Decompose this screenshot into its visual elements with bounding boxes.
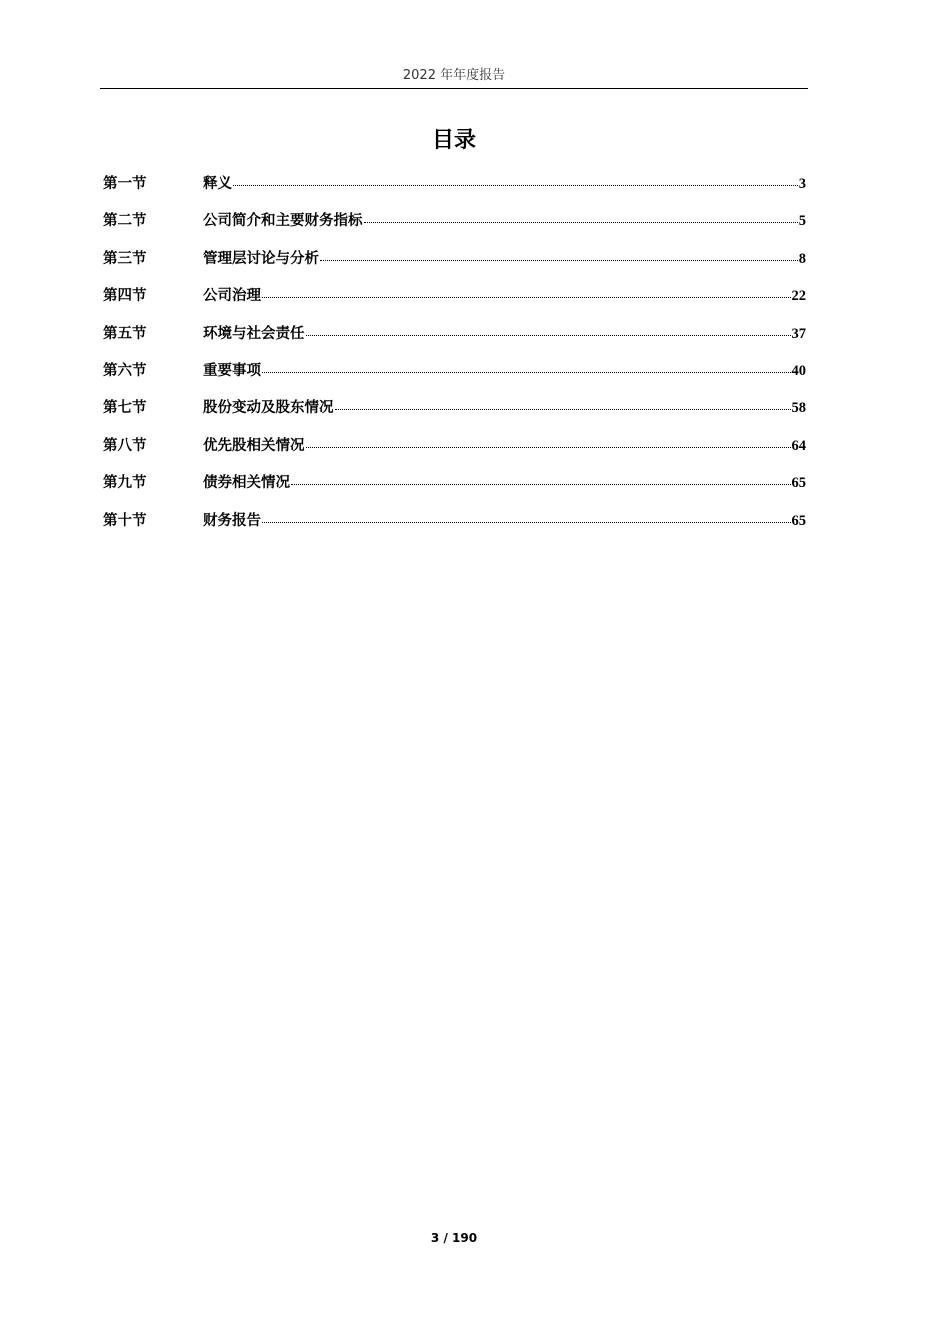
toc-section-title: 环境与社会责任 <box>203 325 305 342</box>
header-divider <box>100 88 808 89</box>
dot-leader <box>335 409 791 410</box>
toc-entry <box>203 396 806 420</box>
toc-entry <box>203 284 806 308</box>
toc-entry <box>203 247 806 271</box>
toc-section-number: 第九节 <box>103 475 147 492</box>
toc-section-title: 重要事项 <box>203 362 261 379</box>
dot-leader <box>364 222 798 223</box>
toc-row-section-4[interactable] <box>103 284 806 321</box>
toc-section-title: 债券相关情况 <box>203 475 290 492</box>
toc-row-section-9[interactable] <box>103 471 806 508</box>
toc-entry <box>203 509 806 533</box>
toc-row-section-8[interactable] <box>103 434 806 471</box>
toc-page-number: 37 <box>791 325 806 342</box>
toc-section-number: 第四节 <box>103 288 147 305</box>
toc-section-title: 释义 <box>203 176 232 192</box>
dot-leader <box>233 185 798 186</box>
toc-section-number: 第一节 <box>103 176 147 192</box>
toc-entry <box>203 209 806 233</box>
toc-section-title: 管理层讨论与分析 <box>203 250 319 267</box>
toc-section-number: 第六节 <box>103 362 147 379</box>
toc-entry <box>203 172 806 196</box>
toc-page-number: 22 <box>791 288 806 305</box>
running-header: 2022 年年度报告 <box>402 68 506 83</box>
toc-row-section-5[interactable] <box>103 322 806 359</box>
toc-entry <box>203 322 806 346</box>
toc-section-number: 第二节 <box>103 213 147 230</box>
toc-title: 目录 <box>431 128 476 153</box>
toc-page-number: 40 <box>791 362 806 379</box>
toc-section-number: 第十节 <box>103 512 147 529</box>
table-of-contents <box>103 172 806 546</box>
toc-page-number: 3 <box>798 176 806 192</box>
toc-section-number: 第五节 <box>103 325 147 342</box>
dot-leader <box>262 372 791 373</box>
toc-page-number: 58 <box>791 400 806 417</box>
toc-page-number: 5 <box>798 213 806 230</box>
toc-section-title: 公司治理 <box>203 288 261 305</box>
toc-entry <box>203 471 806 495</box>
toc-section-title: 公司简介和主要财务指标 <box>203 213 363 230</box>
toc-row-section-7[interactable] <box>103 396 806 433</box>
toc-section-title: 财务报告 <box>203 512 261 529</box>
dot-leader <box>291 484 791 485</box>
toc-section-title: 优先股相关情况 <box>203 437 305 454</box>
dot-leader <box>306 335 791 336</box>
toc-row-section-2[interactable] <box>103 209 806 246</box>
toc-page-number: 8 <box>798 250 806 267</box>
toc-section-title: 股份变动及股东情况 <box>203 400 334 417</box>
dot-leader <box>306 447 791 448</box>
toc-row-section-10[interactable] <box>103 509 806 546</box>
toc-entry <box>203 434 806 458</box>
toc-page-number: 65 <box>791 512 806 529</box>
toc-page-number: 64 <box>791 437 806 454</box>
page-indicator: 3 / 190 <box>430 1231 478 1245</box>
toc-entry <box>203 359 806 383</box>
dot-leader <box>320 260 798 261</box>
toc-page-number: 65 <box>791 475 806 492</box>
dot-leader <box>262 297 791 298</box>
toc-row-section-6[interactable] <box>103 359 806 396</box>
toc-row-section-3[interactable] <box>103 247 806 284</box>
dot-leader <box>262 522 791 523</box>
toc-section-number: 第三节 <box>103 250 147 267</box>
toc-section-number: 第八节 <box>103 437 147 454</box>
toc-row-section-1[interactable] <box>103 172 806 209</box>
toc-section-number: 第七节 <box>103 400 147 417</box>
